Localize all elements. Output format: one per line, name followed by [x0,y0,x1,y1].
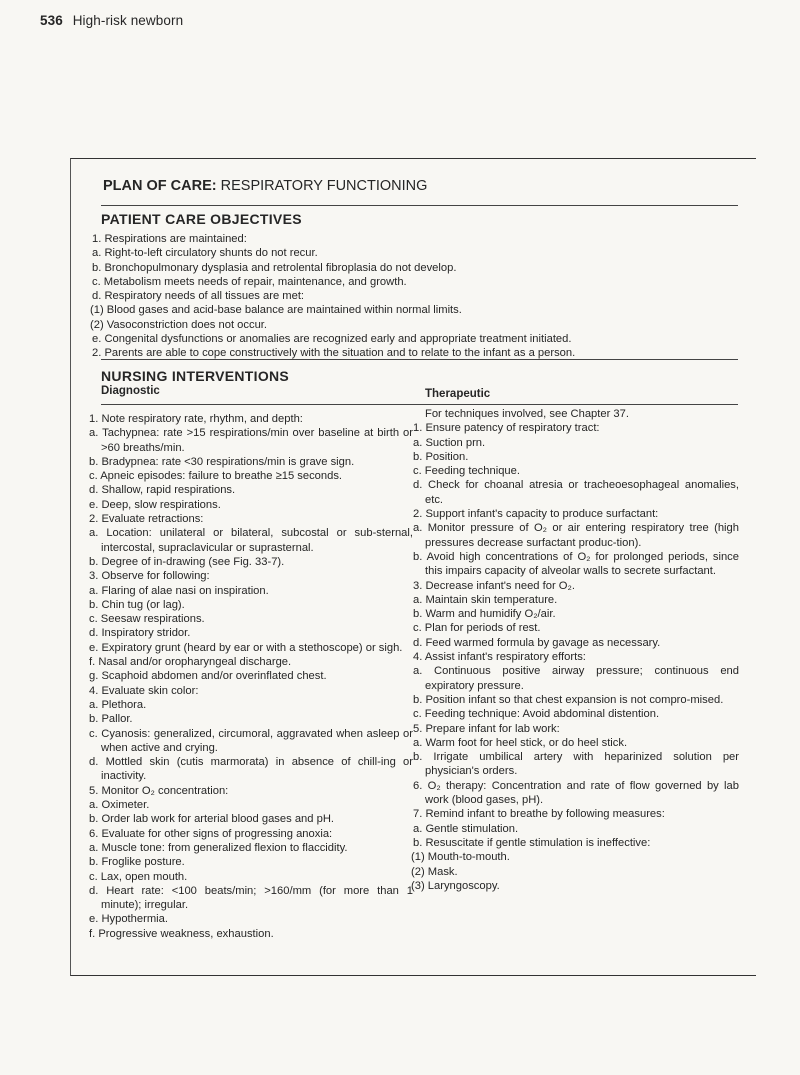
objectives-list [90,232,724,361]
list-item: a. Plethora. [89,698,147,711]
list-item: 3. Decrease infant's need for O₂. [413,579,575,592]
list-item: f. Progressive weakness, exhaustion. [89,927,274,940]
list-item: c. Cyanosis: generalized, circumoral, aggravated when asleep or when active and crying. [89,727,413,754]
list-item: a. Flaring of alae nasi on inspiration. [89,584,269,597]
interventions-heading: NURSING INTERVENTIONS [101,368,290,384]
list-item: 6. Evaluate for other signs of progressing anoxia: [89,827,333,840]
list-item: c. Feeding technique: Avoid abdominal distention. [413,708,660,721]
diagnostic-column-heading: Diagnostic [101,385,160,397]
list-item: d. Feed warmed formula by gavage as necessary. [413,636,661,649]
list-item: c. Seesaw respirations. [89,613,205,626]
list-item: a. Muscle tone: from generalized flexion to flaccidity. [89,841,348,854]
list-item: b. Degree of in-drawing (see Fig. 33-7). [89,555,285,568]
list-item: 2. Support infant's capacity to produce surfactant: [413,508,659,521]
plan-title [103,178,427,194]
list-item: 1. Respirations are maintained: [92,233,247,245]
list-item: (1) Mouth-to-mouth. [411,851,510,864]
list-item: a. Warm foot for heel stick, or do heel stick. [413,736,628,749]
divider [101,404,738,405]
list-item: a. Maintain skin temperature. [413,593,558,606]
list-item: 3. Observe for following: [89,570,210,583]
list-item: b. Position infant so that chest expansion is not compro-mised. [413,693,724,706]
list-item: b. Bradypnea: rate <30 respirations/min is grave sign. [89,455,355,468]
list-item: c. Metabolism meets needs of repair, maintenance, and growth. [92,275,407,288]
list-item: (2) Mask. [411,865,458,878]
list-item: b. Position. [413,450,469,463]
list-item: c. Apneic episodes: failure to breathe ≥15 seconds. [89,470,343,483]
list-item: For techniques involved, see Chapter 37. [425,408,629,420]
therapeutic-column-heading: Therapeutic [425,388,491,400]
list-item: b. Pallor. [89,713,133,726]
list-item: 1. Ensure patency of respiratory tract: [413,422,600,435]
list-item: c. Plan for periods of rest. [413,622,541,635]
plan-label: PLAN OF CARE: [103,178,217,194]
list-item: a. Continuous positive airway pressure; continuous end expiratory pressure. [413,665,739,692]
list-item: (3) Laryngoscopy. [411,879,500,892]
list-item: d. Shallow, rapid respirations. [89,484,236,497]
list-item: a. Monitor pressure of O₂ or air entering respiratory tree (high pressures decrease surfactant produc-tion). [413,522,739,549]
list-item: d. Mottled skin (cutis marmorata) in absence of chill-ing or inactivity. [89,756,413,783]
running-head [40,13,183,28]
list-item: b. Froglike posture. [89,856,185,869]
list-item: f. Nasal and/or oropharyngeal discharge. [89,656,292,669]
list-item: a. Tachypnea: rate >15 respirations/min over baseline at birth or >60 breaths/min. [89,427,413,454]
plan-topic: RESPIRATORY FUNCTIONING [220,178,428,194]
diagnostic-list [89,412,413,941]
list-item: b. Order lab work for arterial blood gases and pH. [89,813,335,826]
list-item: (1) Blood gases and acid-base balance are maintained within normal limits. [90,304,462,317]
running-title: High-risk newborn [72,13,184,28]
objectives-heading: PATIENT CARE OBJECTIVES [101,211,302,227]
list-item: 6. O₂ therapy: Concentration and rate of flow governed by lab work (blood gases, pH). [413,779,739,807]
list-item: 5. Monitor O₂ concentration: [89,784,229,797]
list-item: d. Heart rate: <100 beats/min; >160/mm (for more than 1 minute); irregular. [89,884,413,912]
list-item: a. Oximeter. [89,799,150,812]
list-item: b. Irrigate umbilical artery with heparinized solution per physician's orders. [413,751,739,778]
list-item: e. Hypothermia. [89,913,168,926]
plan-of-care-box [70,158,756,976]
list-item: b. Resuscitate if gentle stimulation is ineffective: [413,836,651,849]
list-item: b. Warm and humidify O₂/air. [413,608,556,621]
list-item: 7. Remind infant to breathe by following measures: [413,808,665,821]
divider [101,205,738,206]
list-item: 5. Prepare infant for lab work: [413,722,560,735]
list-item: a. Suction prn. [413,436,486,449]
page-number: 536 [40,13,63,28]
list-item: 2. Parents are able to cope constructively with the situation and to relate to the infant as a person. [92,347,576,360]
list-item: b. Bronchopulmonary dysplasia and retrolental fibroplasia do not develop. [92,261,457,274]
divider [101,359,738,360]
list-item: d. Check for choanal atresia or tracheoesophageal anomalies, etc. [413,479,739,506]
list-item: e. Expiratory grunt (heard by ear or with a stethoscope) or sigh. [89,641,403,654]
list-item: 4. Assist infant's respiratory efforts: [413,651,586,664]
list-item: b. Chin tug (or lag). [89,598,185,611]
list-item: (2) Vasoconstriction does not occur. [90,318,268,331]
list-item: g. Scaphoid abdomen and/or overinflated chest. [89,670,327,683]
therapeutic-list [411,407,739,893]
list-item: a. Gentle stimulation. [413,822,519,835]
list-item: a. Right-to-left circulatory shunts do not recur. [92,247,318,260]
list-item: 1. Note respiratory rate, rhythm, and depth: [89,413,303,425]
list-item: 4. Evaluate skin color: [89,684,199,697]
list-item: a. Location: unilateral or bilateral, subcostal or sub-sternal, intercostal, supraclavicular or suprasternal. [89,527,413,554]
list-item: d. Respiratory needs of all tissues are met: [92,290,305,303]
list-item: e. Congenital dysfunctions or anomalies are recognized early and appropriate treatment initiated. [92,333,572,346]
list-item: d. Inspiratory stridor. [89,627,191,640]
list-item: 2. Evaluate retractions: [89,513,204,526]
list-item: c. Feeding technique. [413,465,520,478]
list-item: e. Deep, slow respirations. [89,498,221,511]
list-item: c. Lax, open mouth. [89,870,188,883]
list-item: b. Avoid high concentrations of O₂ for prolonged periods, since this impairs capacity of alveolar walls to secrete surfactant. [413,550,739,578]
